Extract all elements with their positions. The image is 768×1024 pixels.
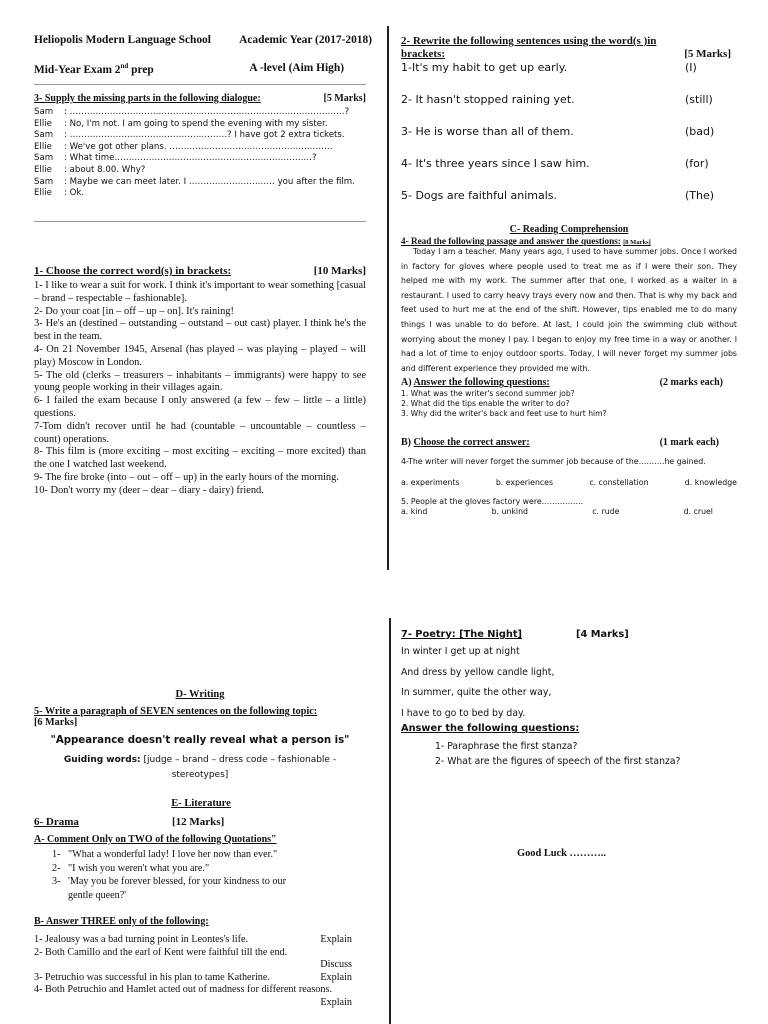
choose-section — [34, 265, 366, 498]
reading-passage: Today I am a teacher. Many years ago, I used to have summer jobs. Once I worked in factory for gloves where people used to treat me as if I were their son. They helped me with my work. The summer after that one, I worked as a waiter in a restaurant. I used to carry heavy trays every now and then. That is why my back and feet used to hurt me at the end of the shift. However, tips enabled me to do many things I was unable to do before. At last, I could join the swimming club without worrying about the money I pay. I began to enjoy my free time in a way or another. I had a lot of time to enjoy outdoor sports. Today, I will never forget my summer jobs and different experience they provided me with. — [401, 247, 737, 373]
header-rule — [34, 84, 366, 85]
reading-question: 3. Why did the writer's back and feet use to hurt him? — [401, 409, 607, 419]
reading-mcq-5-options: a. kind b. unkind c. rude d. cruel — [401, 507, 713, 517]
literature-question: 4- Both Petruchio and Hamlet acted out of madness for different reasons. — [34, 984, 332, 995]
reading-mcq-5: 5. People at the gloves factory were……………. — [401, 497, 584, 507]
dialogue-line: Ellie : Ok. — [34, 188, 85, 199]
rewrite-section — [401, 35, 731, 209]
exam-level: A -level (Aim High) — [249, 62, 344, 74]
writing-topic: "Appearance doesn't really reveal what a person is" — [50, 735, 350, 746]
exam-header — [34, 34, 372, 76]
dialogue-section — [34, 93, 366, 200]
choose-item: 10- Don't worry my (deer – dear – diary - dairy) friend. — [34, 484, 264, 496]
poetry-questions-title: Answer the following questions: — [401, 723, 580, 735]
dialogue-line: Sam : ……………………………………………….? I have got 2 extra tickets. — [34, 130, 345, 141]
literature-question: 2- Both Camillo and the earl of Kent were faithful till the end. — [34, 946, 288, 958]
poem-line: In summer, quite the other way, — [401, 687, 552, 699]
good-luck-text: Good Luck ……….. — [517, 847, 606, 859]
choose-item: 5- The old (clerks – treasurers – inhabitants – immigrants) were happy to see young people working in their villages again. — [34, 369, 366, 394]
writing-marks: [6 Marks] — [34, 717, 78, 728]
poetry-section — [401, 629, 731, 859]
choose-item: 9- The fire broke (into – out – off – up) in the early hours of the morning. — [34, 471, 339, 483]
dialogue-line: Ellie : about 8.00. Why? — [34, 164, 146, 175]
column-divider-top — [387, 26, 389, 570]
rewrite-item: 3- He is worse than all of them. (bad) — [401, 125, 715, 138]
reading-part-a-header: A) Answer the following questions: (2 marks each) — [401, 377, 723, 389]
choose-item: 1- I like to wear a suit for work. I think it's important to wear something [casual – brand – respectable – fashionable]. — [34, 280, 366, 304]
exam-title: Mid-Year Exam 2nd prep — [34, 62, 154, 76]
dialogue-line: Sam : What time……………………………………………………………? — [34, 153, 317, 164]
dialogue-title: 3- Supply the missing parts in the following dialogue: — [34, 93, 261, 104]
column-divider-bottom — [389, 618, 391, 1024]
rewrite-title: 2- Rewrite the following sentences using the word(s )in — [401, 35, 657, 47]
reading-mcq-4: 4-The writer will never forget the summer job because of the……….he gained. — [401, 457, 706, 467]
quote-item: 1- "What a wonderful lady! I love her now than ever." — [52, 849, 278, 860]
choose-item: 6- I failed the exam because I only answered (a few – few – little – a little) questions. — [34, 395, 366, 419]
poetry-question: 2- What are the figures of speech of the first stanza? — [435, 755, 681, 767]
poetry-question: 1- Paraphrase the first stanza? — [435, 741, 578, 753]
choose-item: 4- On 21 November 1945, Arsenal (has played – was playing – played – will play) Moscow in London. — [34, 343, 366, 368]
reading-section-title: C- Reading Comprehension — [509, 224, 629, 235]
literature-question: 3- Petruchio was successful in his plan to tame Katherine. Explain — [34, 971, 352, 983]
reading-question: 1. What was the writer's second summer job? — [401, 389, 575, 399]
school-name: Heliopolis Modern Language School — [34, 34, 211, 46]
rewrite-item: 4- It's three years since I saw him. (for) — [401, 157, 709, 170]
choose-item: 3- He's an (destined – outstanding – outstand – out cast) player. I think he's the best in the team. — [34, 318, 366, 343]
dialogue-line: Ellie : We've got other plans. ………………………………………………… — [34, 141, 333, 152]
poetry-header: 7- Poetry: [The Night] [4 Marks] — [401, 629, 629, 640]
answer-three-title: B- Answer THREE only of the following: — [34, 916, 209, 927]
literature-section — [34, 798, 368, 1009]
writing-guiding-words: Guiding words: [judge – brand – dress code – fashionable - stereotypes] — [63, 755, 337, 780]
reading-section — [401, 224, 737, 516]
dialogue-line: Sam : Maybe we can meet later. I ………………………… you after the film. — [34, 176, 355, 187]
dialogue-rule — [34, 221, 366, 222]
choose-item: 7-Tom didn't recover until he had (countable – uncountable – countless – count) operations. — [34, 420, 366, 445]
rewrite-title-cont: brackets: — [401, 48, 445, 60]
drama-header: 6- Drama [12 Marks] — [34, 816, 225, 828]
dialogue-lines — [34, 107, 366, 200]
poem-line: In winter I get up at night — [401, 646, 520, 657]
writing-section — [34, 689, 366, 783]
rewrite-item: 5- Dogs are faithful animals. (The) — [401, 189, 715, 202]
choose-item: 8- This film is (more exciting – most exciting – exciting – more excited) than the one I watched last weekend. — [34, 446, 366, 471]
poem-line: I have to go to bed by day. — [401, 707, 526, 719]
quotes-title: A- Comment Only on TWO of the following Quotations" — [34, 834, 277, 845]
reading-mcq-4-options: a. experiments b. experiences c. constellation d. knowledge — [401, 478, 737, 488]
rewrite-item: 1-It's my habit to get up early. (I) — [401, 61, 697, 74]
literature-question: 1- Jealousy was a bad turning point in Leontes's life. Explain — [34, 934, 352, 945]
quote-item: 3- 'May you be forever blessed, for your kindness to our gentle queen?' — [52, 876, 286, 901]
dialogue-line: Sam : ……………………………………………………………………………………? — [34, 107, 350, 117]
writing-title: 5- Write a paragraph of SEVEN sentences on the following topic: — [34, 706, 318, 717]
quote-item: 2- "I wish you weren't what you are." — [52, 862, 210, 874]
writing-section-title: D- Writing — [175, 689, 225, 700]
literature-question-action: Explain — [320, 996, 352, 1008]
choose-item: 2- Do your coat [in – off – up – on]. It's raining! — [34, 305, 234, 317]
rewrite-marks: [5 Marks] — [684, 48, 731, 60]
rewrite-item: 2- It hasn't stopped raining yet. (still) — [401, 93, 713, 106]
poem-line: And dress by yellow candle light, — [401, 666, 555, 678]
choose-title: 1- Choose the correct word(s) in brackets: — [34, 265, 232, 277]
reading-question: 2. What did the tips enable the writer to do? — [401, 399, 570, 409]
dialogue-marks: [5 Marks] — [323, 93, 366, 104]
literature-question-action: Discuss — [320, 959, 352, 970]
dialogue-line: Ellie : No, I'm not. I am going to spend the evening with my sister. — [34, 118, 328, 129]
reading-title: 4- Read the following passage and answer the questions: [8 Marks] — [401, 236, 651, 246]
academic-year: Academic Year (2017-2018) — [239, 34, 372, 46]
reading-part-b-header: B) Choose the correct answer: (1 mark each) — [401, 437, 719, 449]
literature-section-title: E- Literature — [171, 798, 231, 809]
choose-marks: [10 Marks] — [313, 265, 366, 277]
